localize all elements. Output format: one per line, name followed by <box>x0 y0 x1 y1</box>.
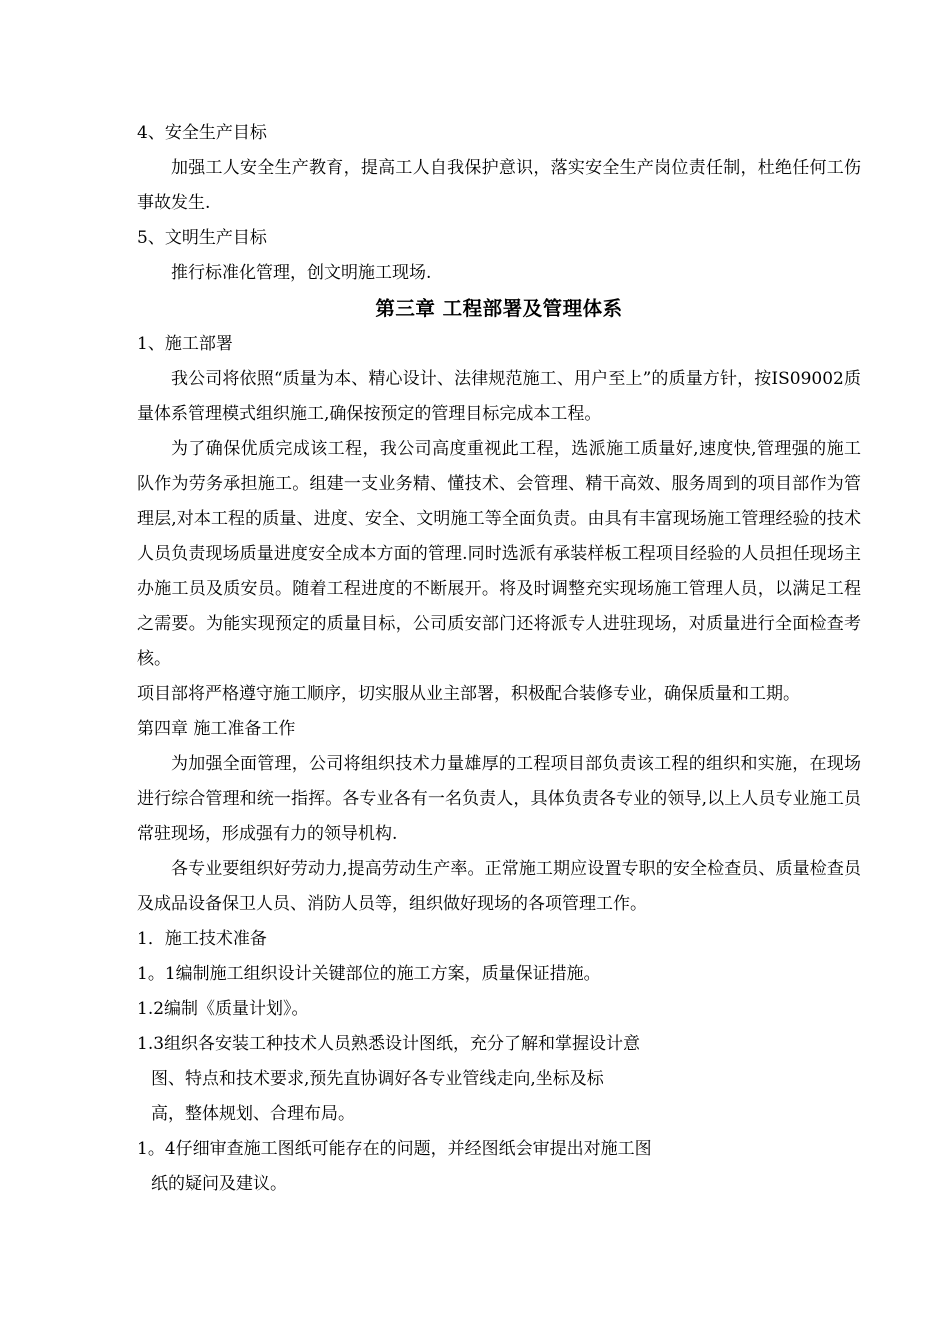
paragraph-safety-goal: 加强工人安全生产教育，提高工人自我保护意识，落实安全生产岗位责任制，杜绝任何工伤事故发生. <box>137 158 861 213</box>
list-item-1-1: 1。1编制施工组织设计关键部位的施工方案，质量保证措施。 <box>137 964 601 984</box>
section-heading-safety-goal: 4、安全生产目标 <box>137 123 267 143</box>
list-item-1-3-line-2: 图、特点和技术要求,预先直协调好各专业管线走向,坐标及标 <box>151 1069 604 1089</box>
paragraph-management: 为加强全面管理，公司将组织技术力量雄厚的工程项目部负责该工程的组织和实施，在现场进行综合管理和统一指挥。各专业各有一名负责人，具体负责各专业的领导,以上人员专业施工员常驻现场，形成强有力的领导机构. <box>137 754 861 844</box>
list-item-1-3-line-3: 高，整体规划、合理布局。 <box>151 1104 355 1124</box>
section-heading-civilized-goal: 5、文明生产目标 <box>137 228 267 248</box>
list-item-1-4-line-2: 纸的疑问及建议。 <box>151 1174 287 1194</box>
paragraph-civilized-goal: 推行标准化管理，创文明施工现场. <box>171 263 432 283</box>
section-heading-deployment: 1、施工部署 <box>137 334 233 354</box>
chapter-3-title: 第三章 工程部署及管理体系 <box>375 297 623 320</box>
document-body <box>137 116 861 1202</box>
list-item-1-4-line-1: 1。4仔细审查施工图纸可能存在的问题，并经图纸会审提出对施工图 <box>137 1139 652 1159</box>
list-item-1-3-line-1: 1.3组织各安装工种技术人员熟悉设计图纸，充分了解和掌握设计意 <box>137 1034 641 1054</box>
paragraph-team-organization: 为了确保优质完成该工程，我公司高度重视此工程，选派施工质量好,速度快,管理强的施工队作为劳务承担施工。组建一支业务精、懂技术、会管理、精干高效、服务周到的项目部作为管理层,对本工程的质量、进度、安全、文明施工等全面负责。由具有丰富现场施工管理经验的技术人员负责现场质量进度安全成本方面的管理.同时选派有承装样板工程项目经验的人员担任现场主办施工员及质安员。随着工程进度的不断展开。将及时调整充实现场施工管理人员，以满足工程之需要。为能实现预定的质量目标，公司质安部门还将派专人进驻现场，对质量进行全面检查考核。 <box>137 439 861 669</box>
list-item-1-2: 1.2编制《质量计划》。 <box>137 999 309 1019</box>
chapter-4-title: 第四章 施工准备工作 <box>137 719 296 739</box>
paragraph-project-department: 项目部将严格遵守施工顺序，切实服从业主部署，积极配合装修专业，确保质量和工期。 <box>137 684 800 704</box>
paragraph-labor: 各专业要组织好劳动力,提高劳动生产率。正常施工期应设置专职的安全检查员、质量检查员及成品设备保卫人员、消防人员等，组织做好现场的各项管理工作。 <box>137 859 861 914</box>
paragraph-quality-policy: 我公司将依照“质量为本、精心设计、法律规范施工、用户至上”的质量方针，按IS09002质量体系管理模式组织施工,确保按预定的管理目标完成本工程。 <box>137 369 861 424</box>
subsection-tech-prep: 1．施工技术准备 <box>137 929 267 949</box>
